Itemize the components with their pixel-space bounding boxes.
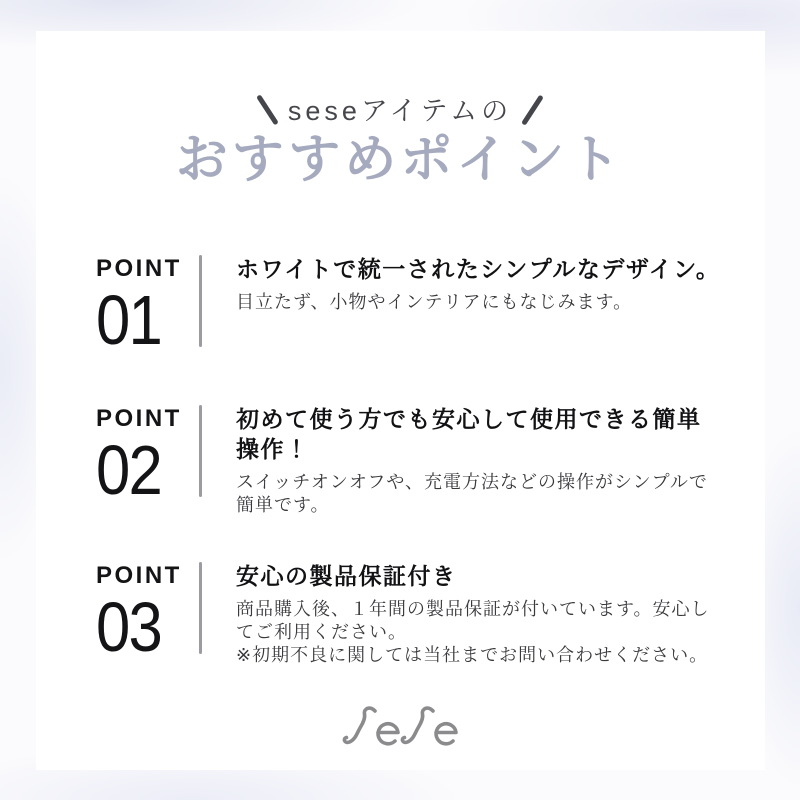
- point-block-03: [96, 559, 710, 667]
- point-block-01: [96, 252, 721, 359]
- backslash-icon: [256, 95, 278, 126]
- point-body-line: てご利用ください。: [236, 622, 407, 642]
- point-body: [236, 291, 720, 314]
- page-title: おすすめポイント: [175, 131, 625, 189]
- point-block-02: [96, 402, 708, 517]
- point-title-line: 初めて使う方でも安心して使用できる簡単: [236, 406, 702, 432]
- point-content: [236, 402, 708, 517]
- sese-logo: [342, 704, 458, 750]
- point-label-column: [96, 559, 199, 666]
- catch-copy-text: seseアイテムの: [287, 95, 513, 126]
- point-body: [236, 471, 708, 517]
- point-body-line: スイッチオンオフや、充電方法などの操作がシンプルで: [236, 472, 708, 492]
- vertical-divider: [199, 562, 202, 654]
- point-word: POINT: [96, 405, 182, 432]
- point-word: POINT: [96, 255, 182, 282]
- point-body-line: 目立たず、小物やインテリアにもなじみます。: [236, 292, 633, 312]
- point-body-line: 商品購入後、１年間の製品保証が付いています。安心し: [236, 599, 710, 619]
- vertical-divider: [199, 255, 202, 347]
- catch-copy-row: [0, 92, 800, 128]
- point-body-line: 簡単です。: [236, 495, 330, 515]
- point-number: 01: [96, 281, 162, 359]
- point-word: POINT: [96, 562, 182, 589]
- point-content: [236, 559, 710, 667]
- point-title-line: 操作！: [236, 436, 310, 462]
- point-title: [236, 254, 720, 284]
- slash-icon: [521, 95, 543, 126]
- point-label-column: [96, 402, 199, 509]
- point-content: [236, 252, 720, 314]
- point-body: [236, 598, 710, 667]
- point-number: 03: [96, 588, 162, 666]
- point-title-line: 安心の製品保証付き: [236, 563, 457, 589]
- point-label-column: [96, 252, 199, 359]
- point-body-line: ※初期不良に関しては当社までお問い合わせください。: [236, 645, 709, 665]
- vertical-divider: [199, 405, 202, 497]
- point-title: [236, 561, 710, 591]
- point-title-line: ホワイトで統一されたシンプルなデザイン。: [236, 256, 721, 282]
- point-title: [236, 404, 708, 464]
- point-number: 02: [96, 431, 162, 509]
- footer: [0, 704, 800, 750]
